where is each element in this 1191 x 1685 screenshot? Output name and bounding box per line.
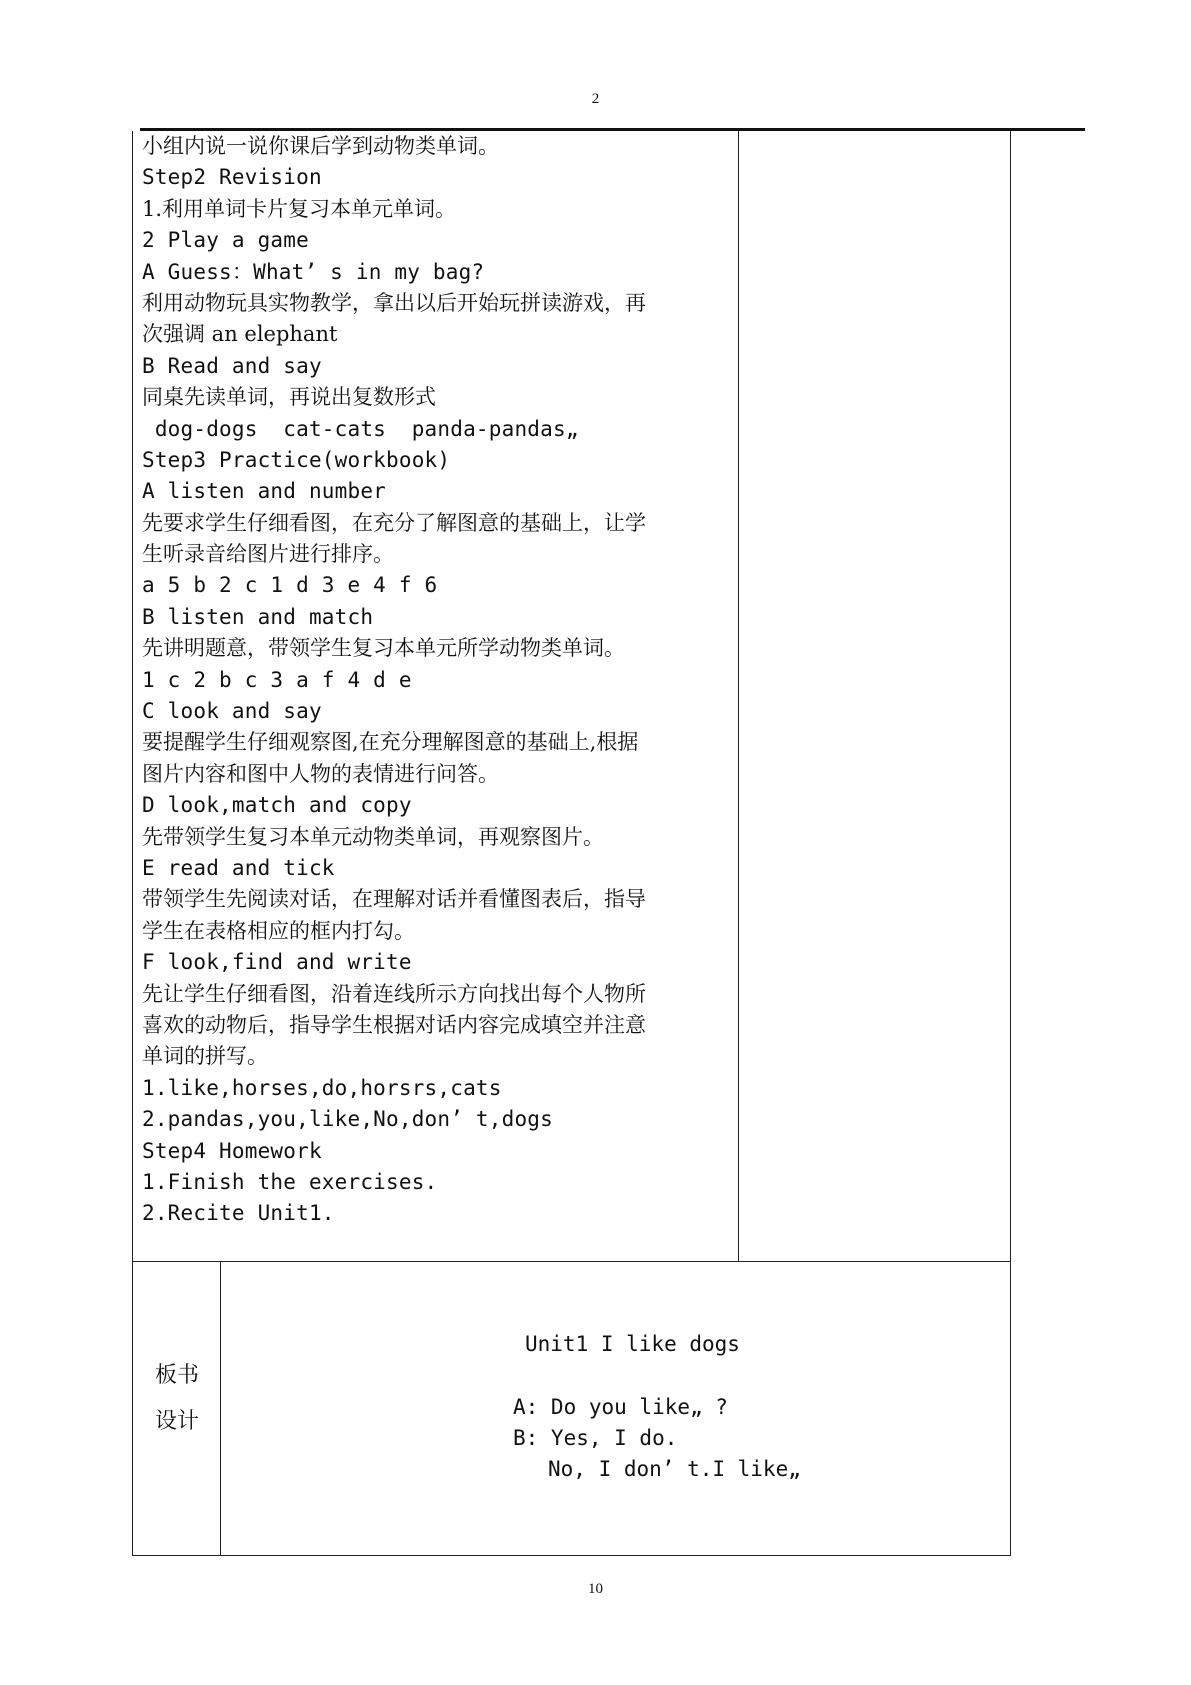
board-line-c: No, I don’ t.I like„	[548, 1457, 801, 1481]
process-line: 1.利用单词卡片复习本单元单词。	[142, 196, 457, 221]
process-line: 利用动物玩具实物教学，拿出以后开始玩拼读游戏，再	[142, 290, 646, 315]
process-line: 喜欢的动物后，指导学生根据对话内容完成填空并注意	[142, 1012, 646, 1037]
page-number-top: 2	[591, 91, 600, 107]
process-line: 1.like,horses,do,horsrs,cats	[142, 1075, 502, 1100]
process-line: A Guess：What’ s in my bag?	[142, 259, 485, 284]
process-line: 先带领学生复习本单元动物类单词，再观察图片。	[142, 824, 604, 849]
process-line: F look,find and write	[142, 950, 412, 975]
process-line: 单词的拼写。	[142, 1044, 268, 1069]
row-divider	[132, 1261, 1011, 1262]
label-column-divider	[220, 1261, 221, 1556]
board-design-label-line2: 设计	[154, 1409, 199, 1434]
board-design-label-line1: 板书	[154, 1363, 199, 1388]
board-line-b: B: Yes, I do.	[513, 1426, 678, 1450]
process-line: 学生在表格相应的框内打勾。	[142, 918, 415, 943]
notes-column-divider	[738, 131, 739, 1261]
table-bottom-border	[132, 1555, 1011, 1556]
process-line: 次强调 an elephant	[142, 322, 338, 347]
process-line: 1.Finish the exercises.	[142, 1169, 438, 1194]
process-line: Step4 Homework	[142, 1138, 322, 1163]
process-line: 先讲明题意，带领学生复习本单元所学动物类单词。	[142, 636, 625, 661]
process-line: C look and say	[142, 699, 322, 724]
process-line: D look,match and copy	[142, 793, 412, 818]
process-line: 2.pandas,you,like,No,don’ t,dogs	[142, 1107, 553, 1132]
process-line: A listen and number	[142, 479, 387, 504]
page-number-bottom: 10	[588, 1581, 603, 1597]
process-line: 生听录音给图片进行排序。	[142, 542, 394, 567]
process-line: Step2 Revision	[142, 165, 322, 190]
process-line: 1 c 2 b c 3 a f 4 d e	[142, 667, 412, 692]
table-left-border	[132, 131, 133, 1556]
process-line: a 5 b 2 c 1 d 3 e 4 f 6	[142, 573, 438, 598]
process-line: 同桌先读单词，再说出复数形式	[142, 385, 436, 410]
process-line: 2.Recite Unit1.	[142, 1201, 335, 1226]
process-line: 小组内说一说你课后学到动物类单词。	[142, 134, 499, 158]
table-right-border	[1010, 131, 1011, 1556]
board-line-a: A: Do you like„ ?	[513, 1395, 728, 1419]
teaching-process-text	[142, 131, 732, 1230]
process-line: dog-dogs cat-cats panda-pandas„	[142, 416, 579, 441]
process-line: 要提醒学生仔细观察图,在充分理解图意的基础上,根据	[142, 730, 639, 755]
process-line: 2 Play a game	[142, 228, 309, 253]
board-title: Unit1 I like dogs	[525, 1332, 740, 1356]
process-line: 图片内容和图中人物的表情进行问答。	[142, 761, 499, 786]
process-line: 先让学生仔细看图，沿着连线所示方向找出每个人物所	[142, 981, 646, 1006]
process-line: 先要求学生仔细看图，在充分了解图意的基础上，让学	[142, 510, 646, 535]
process-line: B listen and match	[142, 604, 374, 629]
process-line: B Read and say	[142, 353, 322, 378]
process-line: Step3 Practice(workbook)	[142, 447, 451, 472]
process-line: E read and tick	[142, 855, 335, 880]
process-line: 带领学生先阅读对话，在理解对话并看懂图表后，指导	[142, 887, 646, 912]
